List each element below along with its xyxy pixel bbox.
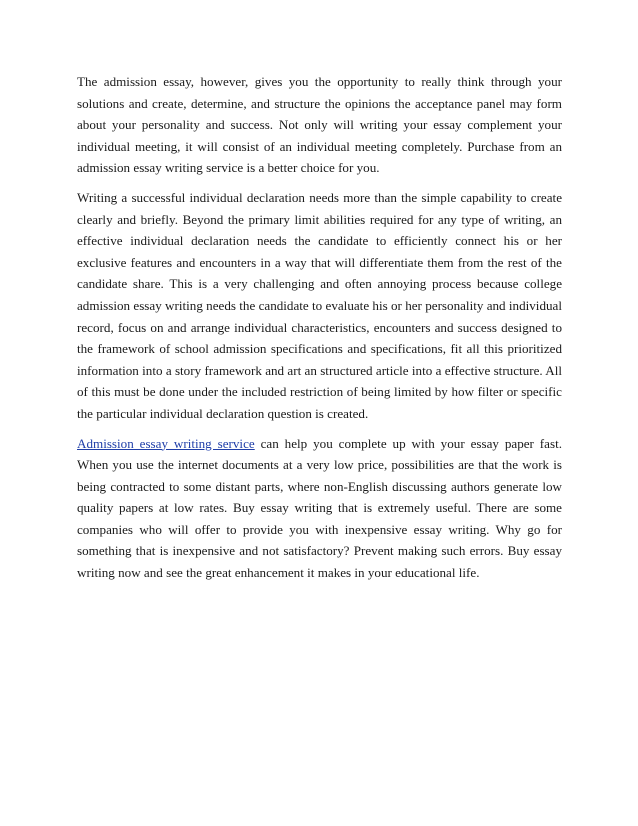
paragraph-individual-declaration: Writing a successful individual declaration needs more than the simple capability to create clearly and briefly. Beyond the primary limit abilities required for any type of writing, an effective individual declaration needs the candidate to efficiently connect his or her exclusive features and encounters in a way that will differentiate them from the rest of the candidate share. This is a very challenging and often annoying process because college admission essay writing needs the candidate to evaluate his or her personality and individual record, focus on and arrange individual characteristics, encounters and success designed to the framework of school admission specifications and specifications, fit all this prioritized information into a story framework and art an structured article into a effective structure. All of this must be done under the included restriction of being limited by how filter or specific the particular individual declaration question is created. bbox=[77, 189, 562, 421]
paragraph-admission-essay: The admission essay, however, gives you the opportunity to really think through your solutions and create, determine, and structure the opinions the acceptance panel may form about your personality and success. Not only will writing your essay complement your individual meeting, it will consist of an individual meeting completely. Purchase from an admission essay writing service is a better choice for you. bbox=[77, 74, 562, 176]
document-body bbox=[77, 71, 562, 592]
paragraph-writing-service-text: can help you complete up with your essay paper fast. When you use the internet documents at a very low price, possibilities are that the work is being contracted to some distant parts, where non-English discussing authors generate low quality papers at low rates. Buy essay writing that is extremely useful. There are some companies who will offer to provide you with inexpensive essay writing. Why go for something that is inexpensive and not satisfactory? Prevent making such errors. Buy essay writing now and see the great enhancement it makes in your educational life. bbox=[77, 435, 562, 581]
paragraph-writing-service bbox=[77, 433, 562, 584]
admission-essay-service-link[interactable]: Admission essay writing service bbox=[77, 435, 255, 451]
